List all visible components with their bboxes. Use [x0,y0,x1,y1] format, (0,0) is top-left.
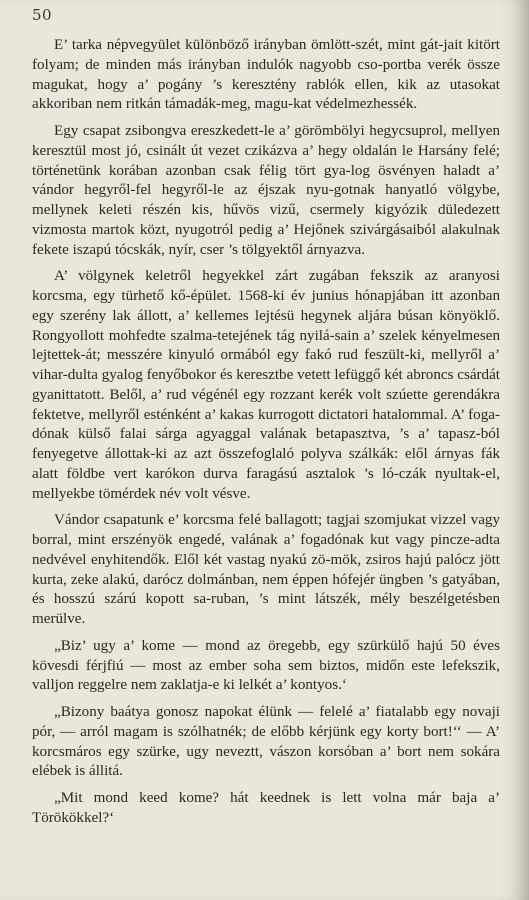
paragraph: „Biz’ ugy a’ kome — mond az öregebb, egy szürkülő hajú 50 éves kövesdi férjfiú — most az ember soha sem biztos, midőn este lefekszik, valljon reggelre nem zaklatja-e ki lelkét a’ kontyos.‘ [32,637,500,694]
body-text [32,36,500,829]
paragraph: „Bizony baátya gonosz napokat élünk — felelé a’ fiatalabb egy novaji pór, — arról magam is szólhatnék; de előbb kérjünk egy korty bort!‘‘ — A’ korcsmáros egy szürke, ugy neveztt, vászon korsóban a’ bort nem sokára elébek is állitá. [32,704,500,780]
paragraph: Egy csapat zsibongva ereszkedett-le a’ görömbölyi hegycsuprol, mellyen keresztül most jó, csinált út vezet czikázva a’ hegy oldalán le Harsány felé; történetünk korában azonban csak félig tört gya-log ösvényen haladt a’ vándor hegyről-fel hegyről-le az éjszak nyu-gotnak hanyatló völgybe, mellynek keleti részén kis, hűvös vizű, csermely kigyózik düledezett vizmosta martok közt, nyugotról pedig a’ Hejőnek szivárgásaiból alakulnak fekete iszapú tócskák, nyír, cser ’s tölgyektől árnyazva. [32,123,500,258]
paragraph: E’ tarka népvegyület különböző irányban ömlött-szét, mint gát-jait kitört folyam; de minden más irányban indulók nagyobb cso-portba verék össze magukat, hogy a’ pogány ’s keresztény rablók ellen, kik az utasokat akkoriban nem ritkán támadák-meg, magu-kat védelmezhessék. [32,37,500,113]
paragraph: „Mit mond keed kome? hát keednek is lett volna már baja a’ Törökökkel?‘ [32,790,500,826]
paragraph: Vándor csapatunk e’ korcsma felé ballagott; tagjai szomjukat vizzel vagy borral, mint erszényök engedé, valának a’ fogadónak kut vagy pincze-adta nedvével enyhitendők. Elől két vastag nyakú zö-mök, zsiros hajú palócz jött kurta, zeke alakú, darócz dolmánban, nem éppen hófejér üngben ’s gatyában, és hosszú szárú kopott sa-ruban, ’s mint látszék, mély beszélgetésben merülve. [32,512,500,627]
paragraph: A’ völgynek keletről hegyekkel zárt zugában fekszik az aranyosi korcsma, egy türhető kő-épület. 1568-ki év junius hónapjában itt azonban egy szerény lak állott, a’ kellemes lejtésü hegynek aljára búsan könyöklő. Rongyollott mohfedte szalma-tetejének tág nyilá-sain a’ szelek kényelmesen lejtettek-át; messzére kinyuló ormából egy fakó rud feszült-ki, mellyről a’ vihar-dulta gyalog fenyőbokor és keresztbe vetett lefüggő két abroncs csárdát gyanittatott. Belől, a’ rud végénél egy rozzant kerék volt szúette gerendákra fektetve, mellyről esténként a’ kakas kurrogott dictatori hatalommal. A’ foga-dónak külső falai sárga agyaggal valának betapasztva, ’s a’ tapasz-ból fenyegetve állottak-ki az azt összefoglaló polyva szálkák: elől árnyas fák alatt földbe vert karókon durva faragású asztalok ’s ló-czák nyultak-el, mellyekbe tömérdek név volt vésve. [32,268,500,502]
page-number: 50 [32,6,53,24]
